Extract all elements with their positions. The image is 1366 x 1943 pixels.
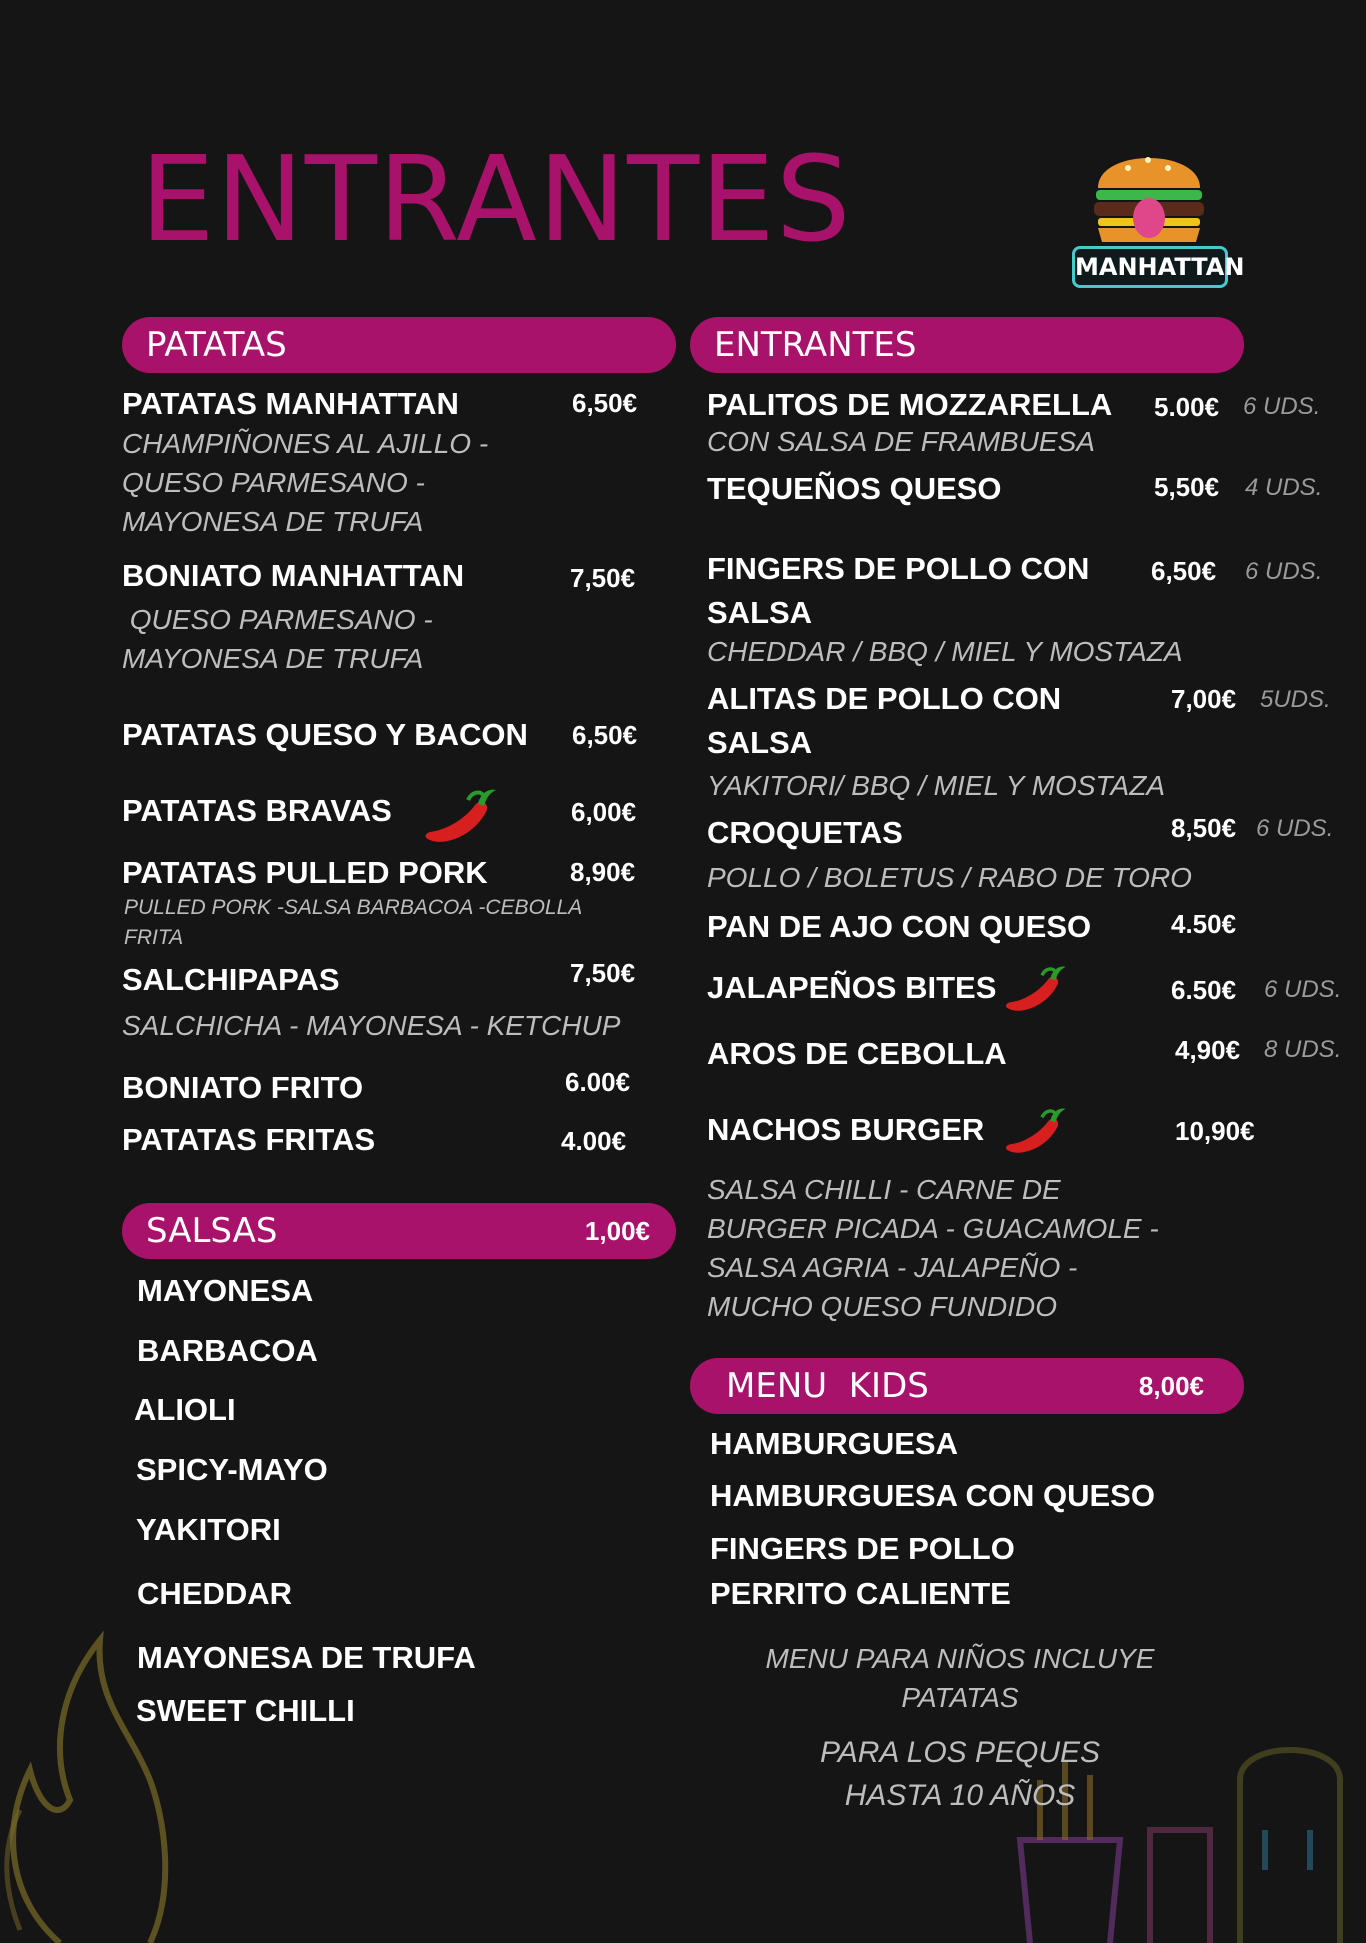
kids-note-line: PARA LOS PEQUES bbox=[819, 1736, 1101, 1769]
menu-item-desc: POLLO / BOLETUS / RABO DE TORO bbox=[707, 862, 1192, 893]
menu-item-name: PATATAS MANHATTAN bbox=[122, 386, 459, 421]
menu-item-price: 6,50€ bbox=[1151, 556, 1217, 586]
menu-item-desc: PULLED PORK -SALSA BARBACOA -CEBOLLA FRITA bbox=[124, 896, 582, 949]
menu-item-name: PALITOS DE MOZZARELLA bbox=[707, 387, 1113, 422]
menu-item-desc: CON SALSA DE FRAMBUESA bbox=[707, 426, 1095, 457]
menu-item-price: 6.50€ bbox=[1171, 975, 1237, 1005]
logo bbox=[1068, 138, 1245, 288]
section-header-price: 1,00€ bbox=[584, 1216, 650, 1246]
sauce-item: SPICY-MAYO bbox=[136, 1452, 328, 1487]
menu-item-name: BONIATO MANHATTAN bbox=[122, 558, 465, 593]
menu-item-price: 8,90€ bbox=[570, 857, 636, 887]
menu-item-name: SALCHIPAPAS bbox=[122, 962, 340, 997]
menu-item-desc: CHAMPIÑONES AL AJILLO - bbox=[122, 428, 489, 459]
menu-item-price: 4,90€ bbox=[1175, 1035, 1241, 1065]
menu-item-price: 5.00€ bbox=[1154, 392, 1220, 422]
section-header-label: MENU KIDS bbox=[726, 1366, 929, 1406]
kids-note-line: HASTA 10 AÑOS bbox=[844, 1779, 1076, 1812]
menu-item-qty: 6 UDS. bbox=[1256, 815, 1334, 842]
menu-item-price: 4.00€ bbox=[561, 1126, 627, 1156]
menu-item-name: CROQUETAS bbox=[707, 815, 903, 850]
menu-item-desc: QUESO PARMESANO - bbox=[122, 604, 433, 635]
chili-pepper-icon bbox=[422, 780, 500, 850]
kids-age-note bbox=[710, 1731, 1210, 1817]
menu-item-name: BONIATO FRITO bbox=[122, 1070, 364, 1105]
menu-item-desc: SALSA AGRIA - JALAPEÑO - bbox=[707, 1252, 1078, 1283]
kids-note bbox=[710, 1639, 1210, 1717]
menu-item-price: 10,90€ bbox=[1175, 1116, 1255, 1146]
section-header-label: ENTRANTES bbox=[714, 325, 917, 365]
menu-item-desc: MUCHO QUESO FUNDIDO bbox=[707, 1291, 1057, 1322]
menu-item-name: PATATAS QUESO Y BACON bbox=[122, 717, 528, 752]
kids-item: HAMBURGUESA bbox=[710, 1426, 958, 1461]
kids-note-line: MENU PARA NIÑOS INCLUYE bbox=[765, 1643, 1155, 1674]
menu-item-desc: SALSA CHILLI - CARNE DE bbox=[707, 1174, 1061, 1205]
menu-item-name: PATATAS BRAVAS bbox=[122, 793, 392, 828]
sauce-item: SWEET CHILLI bbox=[136, 1693, 355, 1728]
menu-item-price: 5,50€ bbox=[1154, 472, 1220, 502]
sauce-item: YAKITORI bbox=[136, 1512, 281, 1547]
menu-item-desc: MAYONESA DE TRUFA bbox=[122, 643, 424, 674]
menu-item-name: FINGERS DE POLLO CON SALSA bbox=[707, 551, 1090, 630]
section-header-kids bbox=[690, 1358, 1244, 1414]
menu-item-desc: BURGER PICADA - GUACAMOLE - bbox=[707, 1213, 1159, 1244]
sauce-item: MAYONESA bbox=[137, 1273, 314, 1308]
menu-item-qty: 8 UDS. bbox=[1264, 1036, 1342, 1063]
menu-item-qty: 6 UDS. bbox=[1243, 393, 1321, 420]
menu-item-name: PAN DE AJO CON QUESO bbox=[707, 909, 1092, 944]
sauce-item: CHEDDAR bbox=[137, 1576, 292, 1611]
menu-item-price: 8,50€ bbox=[1171, 813, 1237, 843]
menu-item-desc: CHEDDAR / BBQ / MIEL Y MOSTAZA bbox=[707, 636, 1183, 667]
kids-item: FINGERS DE POLLO bbox=[710, 1531, 1015, 1566]
page-title: ENTRANTES bbox=[140, 130, 852, 268]
chili-pepper-icon bbox=[1003, 958, 1069, 1018]
kids-note-line: PATATAS bbox=[901, 1682, 1019, 1713]
section-header-label: PATATAS bbox=[146, 325, 287, 365]
section-header-label: SALSAS bbox=[146, 1211, 278, 1251]
kids-item: HAMBURGUESA CON QUESO bbox=[710, 1478, 1155, 1513]
menu-item-price: 6,50€ bbox=[572, 388, 638, 418]
menu-item-price: 6.00€ bbox=[565, 1067, 631, 1097]
menu-item-price: 7,50€ bbox=[570, 563, 636, 593]
menu-item-price: 6,00€ bbox=[571, 797, 637, 827]
kids-item: PERRITO CALIENTE bbox=[710, 1576, 1011, 1611]
menu-item-name: JALAPEÑOS BITES bbox=[707, 970, 997, 1005]
menu-item-qty: 4 UDS. bbox=[1245, 474, 1323, 501]
menu-item-qty: 5UDS. bbox=[1260, 686, 1331, 713]
menu-item-desc: YAKITORI/ BBQ / MIEL Y MOSTAZA bbox=[707, 770, 1165, 801]
chili-pepper-icon bbox=[1003, 1100, 1069, 1160]
menu-item-desc: MAYONESA DE TRUFA bbox=[122, 506, 424, 537]
menu-item-price: 7,50€ bbox=[570, 958, 636, 988]
menu-item-name: NACHOS BURGER bbox=[707, 1112, 985, 1147]
menu-item-name: ALITAS DE POLLO CON SALSA bbox=[707, 681, 1062, 760]
menu-item-qty: 6 UDS. bbox=[1264, 976, 1342, 1003]
menu-item-name: AROS DE CEBOLLA bbox=[707, 1036, 1007, 1071]
menu-item-price: 6,50€ bbox=[572, 720, 638, 750]
section-header-salsas bbox=[122, 1203, 676, 1259]
menu-item-qty: 6 UDS. bbox=[1245, 558, 1323, 585]
menu-item-desc: QUESO PARMESANO - bbox=[122, 467, 425, 498]
menu-item-name: PATATAS FRITAS bbox=[122, 1122, 376, 1157]
section-header-price: 8,00€ bbox=[1138, 1371, 1204, 1401]
logo-text: MANHATTAN bbox=[1072, 246, 1228, 288]
section-header-patatas bbox=[122, 317, 676, 373]
sauce-item: ALIOLI bbox=[134, 1392, 236, 1427]
menu-item-price: 4.50€ bbox=[1171, 909, 1237, 939]
sauce-item: MAYONESA DE TRUFA bbox=[137, 1640, 476, 1675]
menu-item-name: TEQUEÑOS QUESO bbox=[707, 471, 1002, 506]
burger-logo-icon bbox=[1068, 138, 1230, 248]
menu-item-name: PATATAS PULLED PORK bbox=[122, 855, 488, 890]
sauce-item: BARBACOA bbox=[137, 1333, 318, 1368]
menu-item-price: 7,00€ bbox=[1171, 684, 1237, 714]
section-header-entrantes bbox=[690, 317, 1244, 373]
menu-item-desc: SALCHICHA - MAYONESA - KETCHUP bbox=[122, 1010, 621, 1041]
